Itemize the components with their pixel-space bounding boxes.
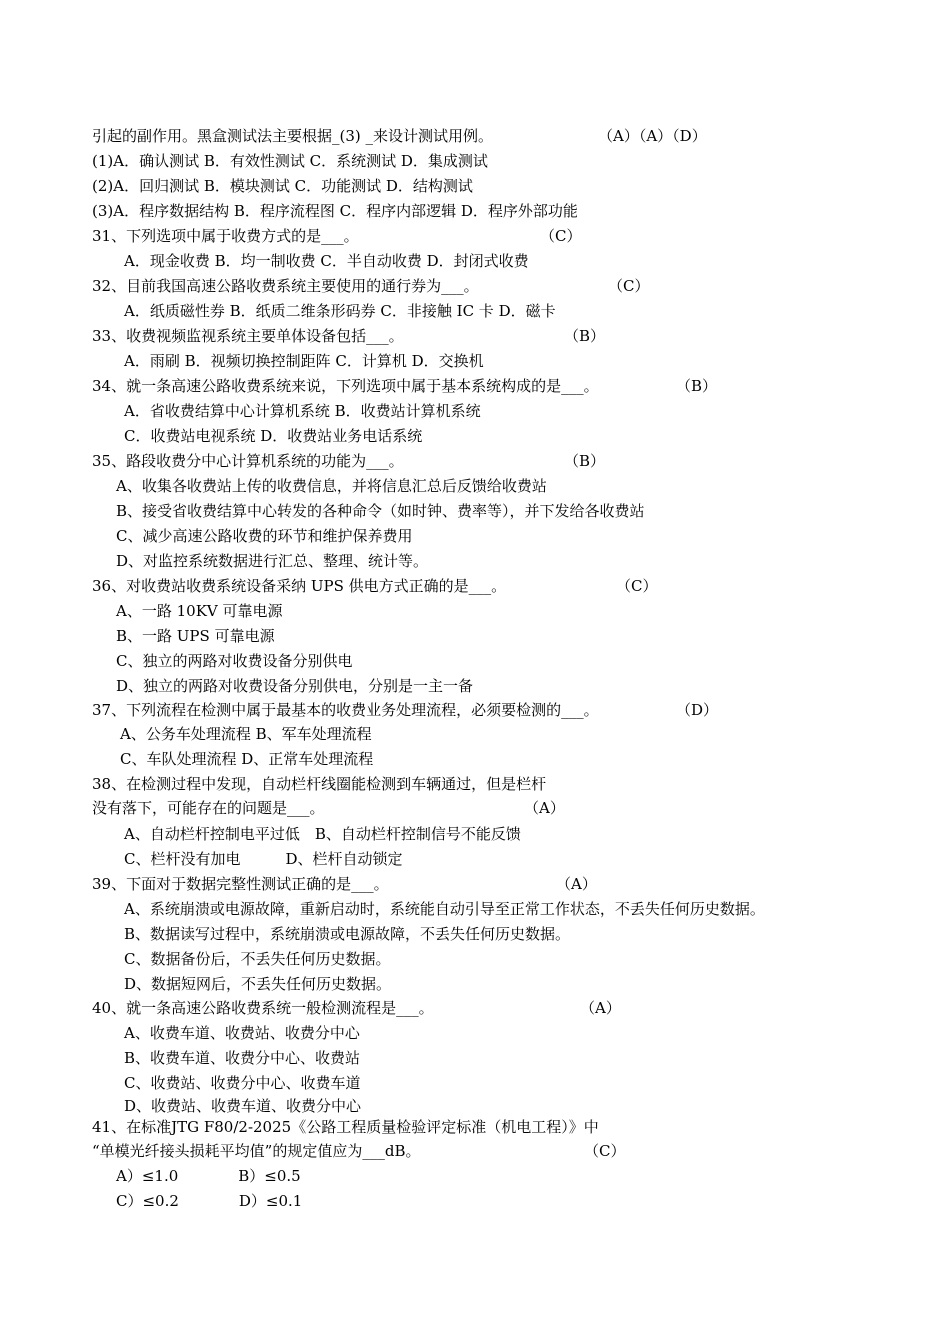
question-line: 32、目前我国高速公路收费系统主要使用的通行券为___。	[92, 277, 479, 295]
answer-label: （D）	[676, 701, 719, 719]
answer-label: （B）	[564, 327, 606, 345]
text-line: (3)A．程序数据结构 B．程序流程图 C．程序内部逻辑 D．程序外部功能	[92, 202, 578, 220]
option-line: B、收费车道、收费分中心、收费站	[124, 1049, 361, 1067]
question-line: 41、在标准JTG F80/2-2025《公路工程质量检验评定标准（机电工程）》中	[92, 1118, 599, 1136]
question-line: 31、下列选项中属于收费方式的是___。	[92, 227, 359, 245]
text-line: (2)A．回归测试 B．模块测试 C．功能测试 D．结构测试	[92, 177, 473, 195]
question-line: 37、下列流程在检测中属于最基本的收费业务处理流程，必须要检测的___。	[92, 701, 599, 719]
text-line: (1)A．确认测试 B．有效性测试 C．系统测试 D．集成测试	[92, 152, 488, 170]
answer-label: （C）	[540, 227, 582, 245]
option-line: D、收费站、收费车道、收费分中心	[124, 1097, 362, 1115]
option-line: A．纸质磁性券 B．纸质二维条形码券 C．非接触 IC 卡 D．磁卡	[124, 302, 556, 320]
option-line: A、一路 10KV 可靠电源	[116, 602, 283, 620]
answer-label: （B）	[564, 452, 606, 470]
question-line: 39、下面对于数据完整性测试正确的是___。	[92, 875, 389, 893]
option-line: C、栏杆没有加电 D、栏杆自动锁定	[124, 850, 403, 868]
option-line: C．收费站电视系统 D．收费站业务电话系统	[124, 427, 423, 445]
answer-label: （A）	[524, 799, 565, 817]
option-line: C、独立的两路对收费设备分别供电	[116, 652, 353, 670]
option-line: A、收集各收费站上传的收费信息，并将信息汇总后反馈给收费站	[116, 477, 547, 495]
answer-label: （C）	[584, 1142, 626, 1160]
option-line: A、公务车处理流程 B、军车处理流程	[120, 725, 372, 743]
option-line: B、数据读写过程中，系统崩溃或电源故障，不丢失任何历史数据。	[124, 925, 571, 943]
answer-label: （B）	[676, 377, 718, 395]
text-line: 引起的副作用。黑盒测试法主要根据_(3) _来设计测试用例。	[92, 127, 494, 145]
option-line: C、收费站、收费分中心、收费车道	[124, 1074, 361, 1092]
answer-label: （C）	[616, 577, 658, 595]
question-line: 33、收费视频监视系统主要单体设备包括___。	[92, 327, 404, 345]
option-line: B、一路 UPS 可靠电源	[116, 627, 275, 645]
option-line: C、车队处理流程 D、正常车处理流程	[120, 750, 374, 768]
option-line: D、对监控系统数据进行汇总、整理、统计等。	[116, 552, 429, 570]
option-line: D、独立的两路对收费设备分别供电，分别是一主一备	[116, 677, 474, 695]
question-line: 35、路段收费分中心计算机系统的功能为___。	[92, 452, 404, 470]
option-line: A、自动栏杆控制电平过低 B、自动栏杆控制信号不能反馈	[124, 825, 521, 843]
option-line: B、接受省收费结算中心转发的各种命令（如时钟、费率等），并下发给各收费站	[116, 502, 645, 520]
option-line: A）≤1.0 B）≤0.5	[116, 1167, 301, 1185]
question-line: 没有落下，可能存在的问题是___。	[92, 799, 325, 817]
question-line: 40、就一条高速公路收费系统一般检测流程是___。	[92, 999, 434, 1017]
option-line: C、数据备份后，不丢失任何历史数据。	[124, 950, 391, 968]
question-line: 36、对收费站收费系统设备采纳 UPS 供电方式正确的是___。	[92, 577, 507, 595]
question-line: 34、就一条高速公路收费系统来说，下列选项中属于基本系统构成的是___。	[92, 377, 599, 395]
option-line: A、收费车道、收费站、收费分中心	[124, 1024, 360, 1042]
answer-label: （A）	[556, 875, 597, 893]
option-line: C）≤0.2 D）≤0.1	[116, 1192, 303, 1210]
question-line: 38、在检测过程中发现，自动栏杆线圈能检测到车辆通过，但是栏杆	[92, 775, 547, 793]
answer-label: （C）	[608, 277, 650, 295]
option-line: D、数据短网后，不丢失任何历史数据。	[124, 975, 392, 993]
option-line: A．现金收费 B．均一制收费 C．半自动收费 D．封闭式收费	[124, 252, 529, 270]
answer-label: （A）	[580, 999, 621, 1017]
answer-label: （A）（A）（D）	[598, 127, 707, 145]
option-line: A．雨刷 B．视频切换控制距阵 C．计算机 D．交换机	[124, 352, 484, 370]
option-line: C、减少高速公路收费的环节和维护保养费用	[116, 527, 413, 545]
option-line: A、系统崩溃或电源故障，重新启动时，系统能自动引导至正常工作状态，不丢失任何历史数据。	[124, 900, 765, 918]
option-line: A．省收费结算中心计算机系统 B．收费站计算机系统	[124, 402, 481, 420]
question-line: “单模光纤接头损耗平均值”的规定值应为___dB。	[92, 1142, 421, 1160]
